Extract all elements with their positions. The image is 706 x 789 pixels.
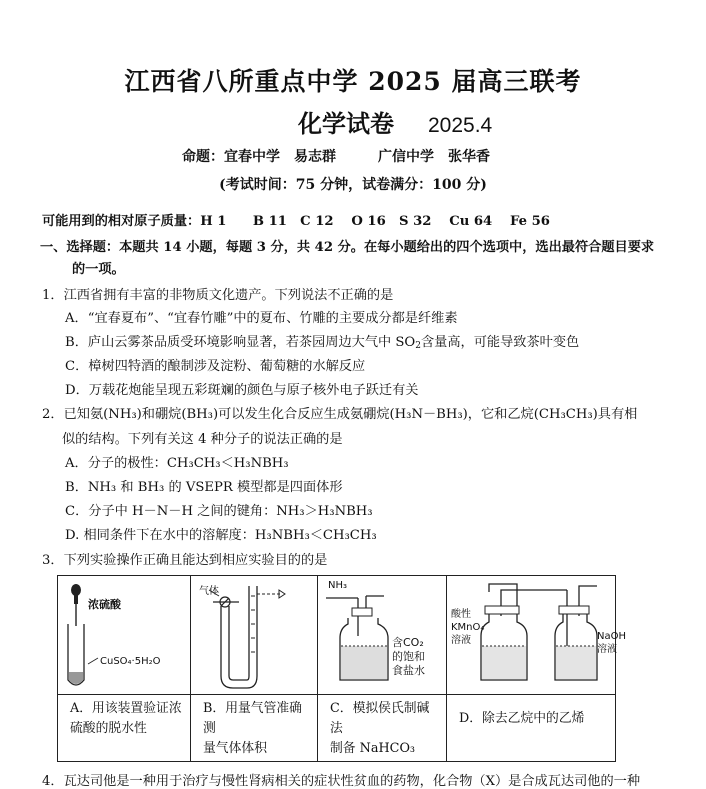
option-d-caption: D．除去乙烷中的乙烯 (447, 695, 616, 762)
figure-c-cell (318, 576, 447, 695)
q1-option-d: D．万载花炮能呈现五彩斑斓的颜色与原子核外电子跃迁有关 (65, 383, 419, 398)
exam-title: 江西省八所重点中学 2025 届高三联考 (124, 67, 582, 96)
q3-figure-table (57, 575, 626, 762)
section-title: 一、选择题：本题共 14 小题，每题 3 分，共 42 分。在每小题给出的四个选项中，选出最符合题目要求 (40, 240, 655, 255)
label-copper-sulfate: CuSO₄·5H₂O (100, 656, 161, 667)
q2-option-a: A．分子的极性：CH₃CH₃＜H₃NBH₃ (65, 456, 289, 471)
q2-option-b: B．NH₃ 和 BH₃ 的 VSEPR 模型都是四面体形 (65, 480, 343, 495)
figure-b-cell (191, 576, 318, 695)
figure-a-apparatus (58, 576, 190, 694)
option-c-caption: C．模拟侯氏制碱法 制备 NaHCO₃ (318, 695, 447, 762)
q1-option-b: B．庐山云雾茶品质受环境影响显著，若茶园周边大气中 $SO_2$含量高，可能导致茶叶变色 (65, 335, 580, 351)
q2-option-d: D. 相同条件下在水中的溶解度：H₃NBH₃＜CH₃CH₃ (65, 528, 377, 543)
q1-option-a: A．“宜春夏布”、“宜春竹雕”中的夏布、竹雕的主要成分都是纤维素 (65, 311, 458, 326)
figure-d-cell (447, 576, 626, 695)
subject-title (298, 104, 492, 139)
exam-date: 2025.4 (428, 114, 493, 137)
q3-stem: 3．下列实验操作正确且能达到相应实验目的的是 (42, 553, 328, 568)
q2-option-c: C．分子中 H－N－H 之间的键角：NH₃＞H₃NBH₃ (65, 504, 373, 519)
q2-stem-cont: 似的结构。下列有关这 4 种分子的说法正确的是 (62, 432, 343, 447)
label-naoh-solution: NaOH 溶液 (597, 631, 626, 655)
q2-stem: 2．已知氨(NH₃)和硼烷(BH₃)可以发生化合反应生成氨硼烷(H₃N－BH₃)，它和乙烷(CH₃CH₃)具有相 (42, 407, 638, 422)
q1-stem: 1．江西省拥有丰富的非物质文化遗产。下列说法不正确的是 (42, 288, 394, 303)
figure-a-cell (58, 576, 191, 695)
figure-c-apparatus (318, 576, 446, 694)
q1-option-c: C．樟树四特酒的酿制涉及淀粉、葡萄糖的水解反应 (65, 359, 366, 374)
atomic-masses: 可能用到的相对原子质量：H 1 B 11 C 12 O 16 S 32 Cu 64 Fe 56 (42, 214, 550, 229)
subject-name: 化学试卷 (298, 109, 394, 138)
option-a-caption: A．用该装置验证浓 硫酸的脱水性 (58, 695, 191, 762)
label-gas: 气体 (199, 586, 219, 597)
label-ammonia: NH₃ (328, 580, 348, 591)
authors-line: 命题：宜春中学 易志群 广信中学 张华香 (182, 149, 490, 165)
label-conc-sulfuric-acid: 浓硫酸 (88, 598, 121, 611)
exam-info: (考试时间：75 分钟，试卷满分：100 分) (219, 177, 487, 193)
label-acidic-kmno4: 酸性 KMnO₄ 溶液 (451, 609, 485, 646)
q4-stem: 4．瓦达司他是一种用于治疗与慢性肾病相关的症状性贫血的药物，化合物（X）是合成瓦达司他的一种 (42, 774, 641, 789)
section-title-cont: 的一项。 (72, 262, 125, 277)
option-b-caption: B．用量气管准确测 量气体体积 (191, 695, 318, 762)
label-saturated-brine: 含CO₂ 的饱和 食盐水 (392, 636, 425, 677)
